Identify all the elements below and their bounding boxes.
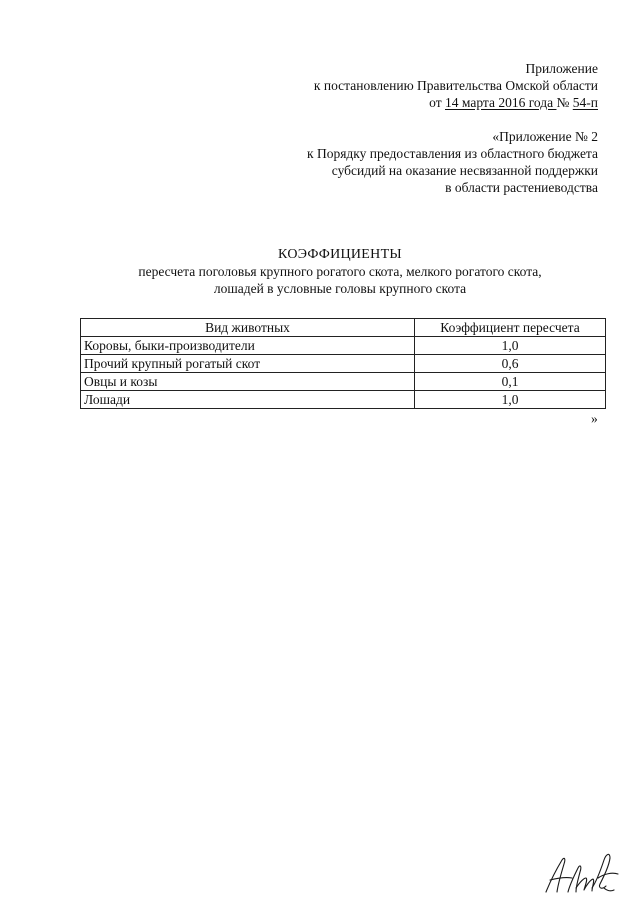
- header-date-number-line: [314, 94, 598, 111]
- table-row: [81, 373, 606, 391]
- coefficient-cell: 0,6: [415, 355, 606, 373]
- animal-type-cell: Прочий крупный рогатый скот: [81, 355, 415, 373]
- coefficient-cell: 1,0: [415, 391, 606, 409]
- annex-line-4: в области растениеводства: [445, 180, 598, 195]
- number-prefix: №: [556, 95, 570, 110]
- table-row: [81, 391, 606, 409]
- title-sub-2: лошадей в условные головы крупного скота: [213, 281, 467, 296]
- decree-date: 14 марта 2016 года: [445, 95, 557, 110]
- handwritten-signature: [540, 848, 620, 898]
- animal-type-cell: Коровы, быки-производители: [81, 337, 415, 355]
- coefficients-table: [80, 318, 606, 409]
- animal-type-cell: Овцы и козы: [81, 373, 415, 391]
- date-prefix: от: [429, 95, 442, 110]
- header-appendix-label: Приложение: [525, 61, 598, 76]
- table-row: [81, 337, 606, 355]
- table-row: [81, 355, 606, 373]
- animal-type-cell: Лошади: [81, 391, 415, 409]
- coefficient-cell: 1,0: [415, 337, 606, 355]
- header-decree-line: к постановлению Правительства Омской области: [313, 78, 598, 93]
- title-sub-1: пересчета поголовья крупного рогатого скота, мелкого рогатого скота,: [138, 264, 542, 279]
- document-title: [0, 246, 640, 297]
- title-main: КОЭФФИЦИЕНТЫ: [278, 247, 402, 262]
- closing-quote-mark: »: [591, 411, 598, 426]
- decree-number: 54-п: [572, 95, 598, 110]
- annex-line-3: субсидий на оказание несвязанной поддержки: [331, 163, 598, 178]
- decree-header: [314, 60, 598, 111]
- coefficient-cell: 0,1: [415, 373, 606, 391]
- column-header-animal-type: Вид животных: [81, 319, 415, 337]
- annex-reference: [307, 128, 598, 196]
- annex-title: «Приложение № 2: [492, 129, 598, 144]
- annex-line-2: к Порядку предоставления из областного бюджета: [307, 146, 598, 161]
- table-header-row: [81, 319, 606, 337]
- column-header-coefficient: Коэффициент пересчета: [415, 319, 606, 337]
